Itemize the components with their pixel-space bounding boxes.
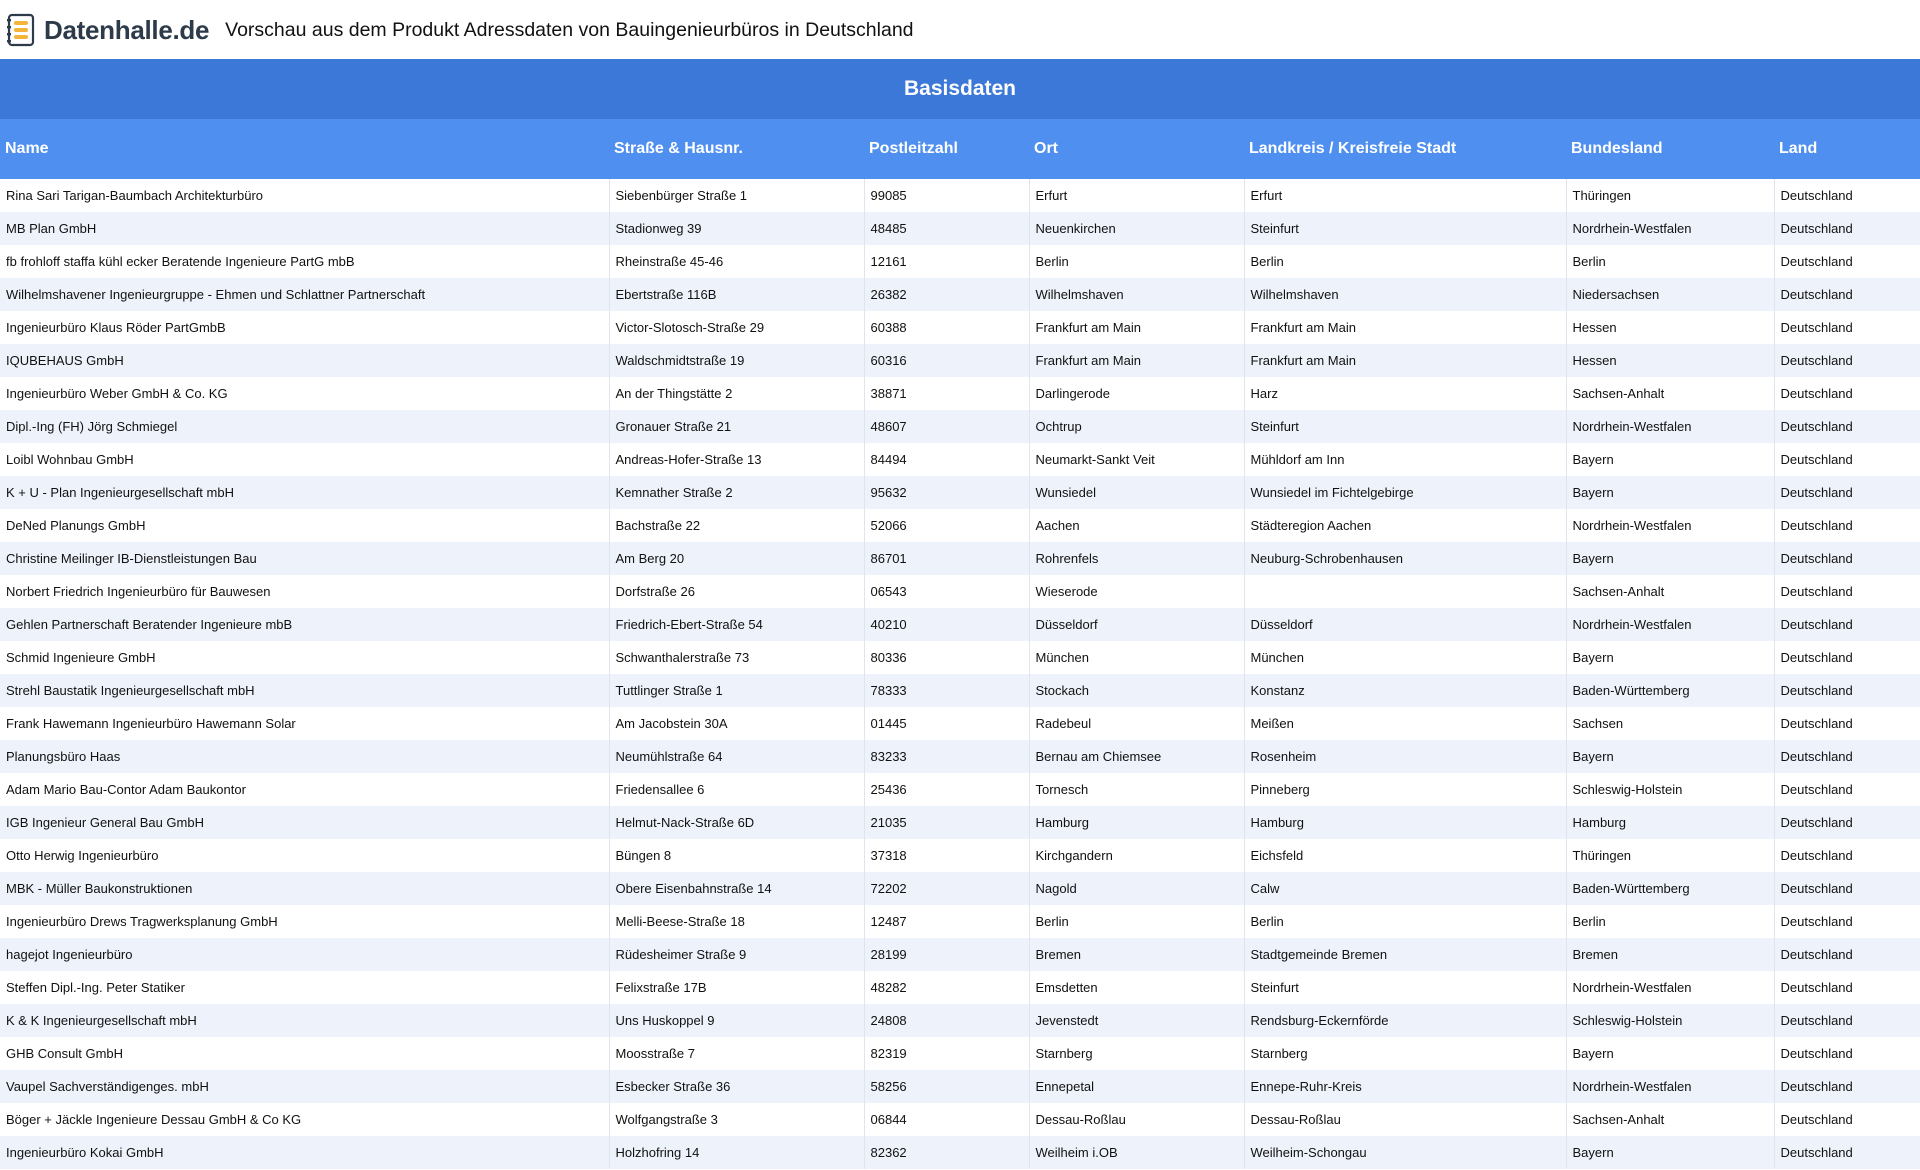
cell-district: Erfurt — [1244, 179, 1566, 212]
cell-postal-code: 60316 — [864, 344, 1029, 377]
cell-district: Mühldorf am Inn — [1244, 443, 1566, 476]
table-row — [0, 410, 1920, 443]
cell-city: Darlingerode — [1029, 377, 1244, 410]
table-row — [0, 740, 1920, 773]
cell-country: Deutschland — [1774, 443, 1920, 476]
cell-postal-code: 28199 — [864, 938, 1029, 971]
cell-district: Dessau-Roßlau — [1244, 1103, 1566, 1136]
cell-city: Erfurt — [1029, 179, 1244, 212]
cell-city: Neumarkt-Sankt Veit — [1029, 443, 1244, 476]
cell-street: Victor-Slotosch-Straße 29 — [609, 311, 864, 344]
cell-country: Deutschland — [1774, 971, 1920, 1004]
cell-street: Moosstraße 7 — [609, 1037, 864, 1070]
cell-state: Sachsen-Anhalt — [1566, 1103, 1774, 1136]
cell-district: Stadtgemeinde Bremen — [1244, 938, 1566, 971]
cell-country: Deutschland — [1774, 476, 1920, 509]
cell-state: Sachsen-Anhalt — [1566, 575, 1774, 608]
cell-street: Friedrich-Ebert-Straße 54 — [609, 608, 864, 641]
table-row — [0, 509, 1920, 542]
cell-country: Deutschland — [1774, 278, 1920, 311]
cell-name: Schmid Ingenieure GmbH — [0, 641, 609, 674]
column-header-street[interactable]: Straße & Hausnr. — [609, 119, 864, 179]
cell-state: Baden-Württemberg — [1566, 872, 1774, 905]
cell-city: Wunsiedel — [1029, 476, 1244, 509]
cell-district: Steinfurt — [1244, 212, 1566, 245]
cell-country: Deutschland — [1774, 212, 1920, 245]
cell-name: Frank Hawemann Ingenieurbüro Hawemann Solar — [0, 707, 609, 740]
cell-street: Am Jacobstein 30A — [609, 707, 864, 740]
cell-name: K + U - Plan Ingenieurgesellschaft mbH — [0, 476, 609, 509]
cell-state: Nordrhein-Westfalen — [1566, 410, 1774, 443]
cell-city: Wilhelmshaven — [1029, 278, 1244, 311]
cell-state: Bayern — [1566, 476, 1774, 509]
cell-city: Radebeul — [1029, 707, 1244, 740]
table-row — [0, 806, 1920, 839]
table-row — [0, 674, 1920, 707]
cell-name: Steffen Dipl.-Ing. Peter Statiker — [0, 971, 609, 1004]
cell-country: Deutschland — [1774, 311, 1920, 344]
cell-country: Deutschland — [1774, 674, 1920, 707]
table-row — [0, 1004, 1920, 1037]
cell-district: Neuburg-Schrobenhausen — [1244, 542, 1566, 575]
cell-country: Deutschland — [1774, 608, 1920, 641]
cell-postal-code: 12487 — [864, 905, 1029, 938]
cell-country: Deutschland — [1774, 344, 1920, 377]
cell-city: Frankfurt am Main — [1029, 344, 1244, 377]
cell-name: Rina Sari Tarigan-Baumbach Architekturbüro — [0, 179, 609, 212]
cell-street: Holzhofring 14 — [609, 1136, 864, 1169]
cell-street: Wolfgangstraße 3 — [609, 1103, 864, 1136]
cell-country: Deutschland — [1774, 1136, 1920, 1169]
cell-state: Bayern — [1566, 641, 1774, 674]
cell-name: MB Plan GmbH — [0, 212, 609, 245]
cell-postal-code: 06543 — [864, 575, 1029, 608]
cell-city: Starnberg — [1029, 1037, 1244, 1070]
cell-state: Hamburg — [1566, 806, 1774, 839]
cell-state: Bayern — [1566, 1136, 1774, 1169]
cell-state: Nordrhein-Westfalen — [1566, 608, 1774, 641]
cell-name: Wilhelmshavener Ingenieurgruppe - Ehmen und Schlattner Partnerschaft — [0, 278, 609, 311]
cell-country: Deutschland — [1774, 509, 1920, 542]
table-row — [0, 278, 1920, 311]
cell-district: Frankfurt am Main — [1244, 344, 1566, 377]
cell-district: Konstanz — [1244, 674, 1566, 707]
cell-district: Hamburg — [1244, 806, 1566, 839]
table-row — [0, 542, 1920, 575]
table-row — [0, 245, 1920, 278]
cell-state: Thüringen — [1566, 839, 1774, 872]
table-row — [0, 212, 1920, 245]
cell-street: Büngen 8 — [609, 839, 864, 872]
cell-district: Meißen — [1244, 707, 1566, 740]
cell-street: Am Berg 20 — [609, 542, 864, 575]
cell-city: Dessau-Roßlau — [1029, 1103, 1244, 1136]
cell-country: Deutschland — [1774, 1103, 1920, 1136]
cell-city: Düsseldorf — [1029, 608, 1244, 641]
cell-postal-code: 83233 — [864, 740, 1029, 773]
cell-district: Steinfurt — [1244, 971, 1566, 1004]
cell-city: Ennepetal — [1029, 1070, 1244, 1103]
cell-postal-code: 82319 — [864, 1037, 1029, 1070]
cell-postal-code: 24808 — [864, 1004, 1029, 1037]
cell-country: Deutschland — [1774, 410, 1920, 443]
cell-country: Deutschland — [1774, 806, 1920, 839]
table-row — [0, 905, 1920, 938]
cell-postal-code: 26382 — [864, 278, 1029, 311]
cell-street: Waldschmidtstraße 19 — [609, 344, 864, 377]
cell-city: Ochtrup — [1029, 410, 1244, 443]
cell-district: Rosenheim — [1244, 740, 1566, 773]
cell-city: Berlin — [1029, 245, 1244, 278]
table-row — [0, 1136, 1920, 1169]
cell-city: Tornesch — [1029, 773, 1244, 806]
cell-name: Otto Herwig Ingenieurbüro — [0, 839, 609, 872]
cell-city: Rohrenfels — [1029, 542, 1244, 575]
table-row — [0, 1037, 1920, 1070]
cell-district: München — [1244, 641, 1566, 674]
cell-city: Aachen — [1029, 509, 1244, 542]
table-row — [0, 377, 1920, 410]
cell-street: Friedensallee 6 — [609, 773, 864, 806]
cell-postal-code: 48485 — [864, 212, 1029, 245]
cell-city: Bremen — [1029, 938, 1244, 971]
cell-postal-code: 95632 — [864, 476, 1029, 509]
address-table — [0, 119, 1920, 1169]
cell-street: Rüdesheimer Straße 9 — [609, 938, 864, 971]
database-icon — [6, 13, 38, 47]
column-header-city[interactable]: Ort — [1029, 119, 1244, 179]
cell-name: Loibl Wohnbau GmbH — [0, 443, 609, 476]
cell-district: Weilheim-Schongau — [1244, 1136, 1566, 1169]
table-header-row — [0, 119, 1920, 179]
cell-state: Nordrhein-Westfalen — [1566, 509, 1774, 542]
cell-name: GHB Consult GmbH — [0, 1037, 609, 1070]
column-header-postal-code[interactable]: Postleitzahl — [864, 119, 1029, 179]
cell-country: Deutschland — [1774, 1070, 1920, 1103]
cell-postal-code: 82362 — [864, 1136, 1029, 1169]
cell-country: Deutschland — [1774, 839, 1920, 872]
cell-country: Deutschland — [1774, 905, 1920, 938]
cell-state: Nordrhein-Westfalen — [1566, 971, 1774, 1004]
cell-street: Esbecker Straße 36 — [609, 1070, 864, 1103]
cell-state: Hessen — [1566, 344, 1774, 377]
cell-state: Schleswig-Holstein — [1566, 773, 1774, 806]
cell-district — [1244, 575, 1566, 608]
table-row — [0, 641, 1920, 674]
cell-district: Starnberg — [1244, 1037, 1566, 1070]
cell-name: Ingenieurbüro Kokai GmbH — [0, 1136, 609, 1169]
cell-street: Uns Huskoppel 9 — [609, 1004, 864, 1037]
cell-state: Berlin — [1566, 245, 1774, 278]
cell-country: Deutschland — [1774, 575, 1920, 608]
table-row — [0, 971, 1920, 1004]
table-row — [0, 575, 1920, 608]
cell-street: Gronauer Straße 21 — [609, 410, 864, 443]
cell-state: Baden-Württemberg — [1566, 674, 1774, 707]
cell-postal-code: 58256 — [864, 1070, 1029, 1103]
cell-postal-code: 80336 — [864, 641, 1029, 674]
section-header — [0, 59, 1920, 119]
cell-street: Obere Eisenbahnstraße 14 — [609, 872, 864, 905]
cell-name: Ingenieurbüro Klaus Röder PartGmbB — [0, 311, 609, 344]
cell-state: Bayern — [1566, 542, 1774, 575]
cell-state: Nordrhein-Westfalen — [1566, 212, 1774, 245]
cell-city: Bernau am Chiemsee — [1029, 740, 1244, 773]
cell-district: Steinfurt — [1244, 410, 1566, 443]
cell-country: Deutschland — [1774, 377, 1920, 410]
cell-state: Bayern — [1566, 740, 1774, 773]
cell-city: Stockach — [1029, 674, 1244, 707]
column-header-name[interactable]: Name — [0, 119, 609, 179]
cell-postal-code: 01445 — [864, 707, 1029, 740]
cell-postal-code: 72202 — [864, 872, 1029, 905]
cell-state: Thüringen — [1566, 179, 1774, 212]
cell-country: Deutschland — [1774, 707, 1920, 740]
cell-postal-code: 12161 — [864, 245, 1029, 278]
table-row — [0, 938, 1920, 971]
cell-district: Ennepe-Ruhr-Kreis — [1244, 1070, 1566, 1103]
cell-street: Rheinstraße 45-46 — [609, 245, 864, 278]
cell-name: hagejot Ingenieurbüro — [0, 938, 609, 971]
cell-postal-code: 38871 — [864, 377, 1029, 410]
cell-name: Gehlen Partnerschaft Beratender Ingenieure mbB — [0, 608, 609, 641]
cell-state: Bayern — [1566, 443, 1774, 476]
cell-city: Wieserode — [1029, 575, 1244, 608]
cell-street: Ebertstraße 116B — [609, 278, 864, 311]
cell-state: Sachsen-Anhalt — [1566, 377, 1774, 410]
cell-country: Deutschland — [1774, 542, 1920, 575]
table-row — [0, 872, 1920, 905]
top-bar — [0, 0, 1920, 59]
cell-name: Vaupel Sachverständigenges. mbH — [0, 1070, 609, 1103]
cell-name: MBK - Müller Baukonstruktionen — [0, 872, 609, 905]
table-row — [0, 608, 1920, 641]
cell-city: Berlin — [1029, 905, 1244, 938]
cell-district: Wilhelmshaven — [1244, 278, 1566, 311]
cell-name: Adam Mario Bau-Contor Adam Baukontor — [0, 773, 609, 806]
cell-name: DeNed Planungs GmbH — [0, 509, 609, 542]
cell-postal-code: 48607 — [864, 410, 1029, 443]
cell-state: Niedersachsen — [1566, 278, 1774, 311]
cell-country: Deutschland — [1774, 641, 1920, 674]
cell-state: Bremen — [1566, 938, 1774, 971]
cell-country: Deutschland — [1774, 1037, 1920, 1070]
cell-city: Emsdetten — [1029, 971, 1244, 1004]
cell-district: Berlin — [1244, 905, 1566, 938]
cell-street: Dorfstraße 26 — [609, 575, 864, 608]
table-row — [0, 707, 1920, 740]
cell-state: Sachsen — [1566, 707, 1774, 740]
cell-state: Berlin — [1566, 905, 1774, 938]
cell-name: fb frohloff staffa kühl ecker Beratende Ingenieure PartG mbB — [0, 245, 609, 278]
cell-city: Hamburg — [1029, 806, 1244, 839]
cell-country: Deutschland — [1774, 872, 1920, 905]
table-row — [0, 344, 1920, 377]
table-row — [0, 179, 1920, 212]
cell-district: Frankfurt am Main — [1244, 311, 1566, 344]
cell-postal-code: 37318 — [864, 839, 1029, 872]
cell-city: München — [1029, 641, 1244, 674]
cell-country: Deutschland — [1774, 938, 1920, 971]
cell-city: Kirchgandern — [1029, 839, 1244, 872]
cell-state: Bayern — [1566, 1037, 1774, 1070]
cell-name: Dipl.-Ing (FH) Jörg Schmiegel — [0, 410, 609, 443]
table-row — [0, 476, 1920, 509]
table-row — [0, 311, 1920, 344]
cell-postal-code: 99085 — [864, 179, 1029, 212]
cell-street: Siebenbürger Straße 1 — [609, 179, 864, 212]
cell-country: Deutschland — [1774, 740, 1920, 773]
cell-street: Tuttlinger Straße 1 — [609, 674, 864, 707]
table-row — [0, 773, 1920, 806]
column-header-state[interactable]: Bundesland — [1566, 119, 1774, 179]
column-header-district[interactable]: Landkreis / Kreisfreie Stadt — [1244, 119, 1566, 179]
cell-street: Schwanthalerstraße 73 — [609, 641, 864, 674]
cell-country: Deutschland — [1774, 179, 1920, 212]
cell-district: Städteregion Aachen — [1244, 509, 1566, 542]
table-row — [0, 839, 1920, 872]
cell-postal-code: 86701 — [864, 542, 1029, 575]
cell-name: IGB Ingenieur General Bau GmbH — [0, 806, 609, 839]
cell-street: An der Thingstätte 2 — [609, 377, 864, 410]
cell-street: Stadionweg 39 — [609, 212, 864, 245]
table-row — [0, 1070, 1920, 1103]
cell-postal-code: 40210 — [864, 608, 1029, 641]
cell-name: Norbert Friedrich Ingenieurbüro für Bauwesen — [0, 575, 609, 608]
cell-city: Weilheim i.OB — [1029, 1136, 1244, 1169]
page-title: Vorschau aus dem Produkt Adressdaten von Bauingenieurbüros in Deutschland — [225, 18, 914, 41]
cell-name: Planungsbüro Haas — [0, 740, 609, 773]
cell-state: Nordrhein-Westfalen — [1566, 1070, 1774, 1103]
cell-state: Hessen — [1566, 311, 1774, 344]
cell-postal-code: 21035 — [864, 806, 1029, 839]
cell-postal-code: 52066 — [864, 509, 1029, 542]
cell-country: Deutschland — [1774, 773, 1920, 806]
cell-street: Bachstraße 22 — [609, 509, 864, 542]
column-header-country[interactable]: Land — [1774, 119, 1920, 179]
cell-name: Strehl Baustatik Ingenieurgesellschaft mbH — [0, 674, 609, 707]
cell-district: Pinneberg — [1244, 773, 1566, 806]
cell-street: Helmut-Nack-Straße 6D — [609, 806, 864, 839]
cell-name: Böger + Jäckle Ingenieure Dessau GmbH & Co KG — [0, 1103, 609, 1136]
cell-name: Ingenieurbüro Weber GmbH & Co. KG — [0, 377, 609, 410]
cell-country: Deutschland — [1774, 245, 1920, 278]
cell-name: K & K Ingenieurgesellschaft mbH — [0, 1004, 609, 1037]
cell-name: Christine Meilinger IB-Dienstleistungen Bau — [0, 542, 609, 575]
logo-text: Datenhalle.de — [44, 15, 210, 45]
cell-district: Eichsfeld — [1244, 839, 1566, 872]
cell-name: IQUBEHAUS GmbH — [0, 344, 609, 377]
cell-postal-code: 60388 — [864, 311, 1029, 344]
cell-postal-code: 25436 — [864, 773, 1029, 806]
cell-postal-code: 84494 — [864, 443, 1029, 476]
cell-city: Jevenstedt — [1029, 1004, 1244, 1037]
cell-postal-code: 06844 — [864, 1103, 1029, 1136]
cell-city: Frankfurt am Main — [1029, 311, 1244, 344]
cell-name: Ingenieurbüro Drews Tragwerksplanung GmbH — [0, 905, 609, 938]
cell-district: Wunsiedel im Fichtelgebirge — [1244, 476, 1566, 509]
cell-state: Schleswig-Holstein — [1566, 1004, 1774, 1037]
cell-country: Deutschland — [1774, 1004, 1920, 1037]
table-row — [0, 1103, 1920, 1136]
cell-postal-code: 78333 — [864, 674, 1029, 707]
cell-city: Nagold — [1029, 872, 1244, 905]
cell-district: Harz — [1244, 377, 1566, 410]
cell-street: Andreas-Hofer-Straße 13 — [609, 443, 864, 476]
cell-district: Calw — [1244, 872, 1566, 905]
cell-street: Kemnather Straße 2 — [609, 476, 864, 509]
cell-city: Neuenkirchen — [1029, 212, 1244, 245]
table-body — [0, 179, 1920, 1169]
table-row — [0, 443, 1920, 476]
logo[interactable] — [6, 13, 209, 47]
cell-postal-code: 48282 — [864, 971, 1029, 1004]
cell-district: Rendsburg-Eckernförde — [1244, 1004, 1566, 1037]
cell-district: Düsseldorf — [1244, 608, 1566, 641]
cell-district: Berlin — [1244, 245, 1566, 278]
cell-street: Neumühlstraße 64 — [609, 740, 864, 773]
section-title: Basisdaten — [903, 77, 1017, 100]
cell-street: Melli-Beese-Straße 18 — [609, 905, 864, 938]
cell-street: Felixstraße 17B — [609, 971, 864, 1004]
